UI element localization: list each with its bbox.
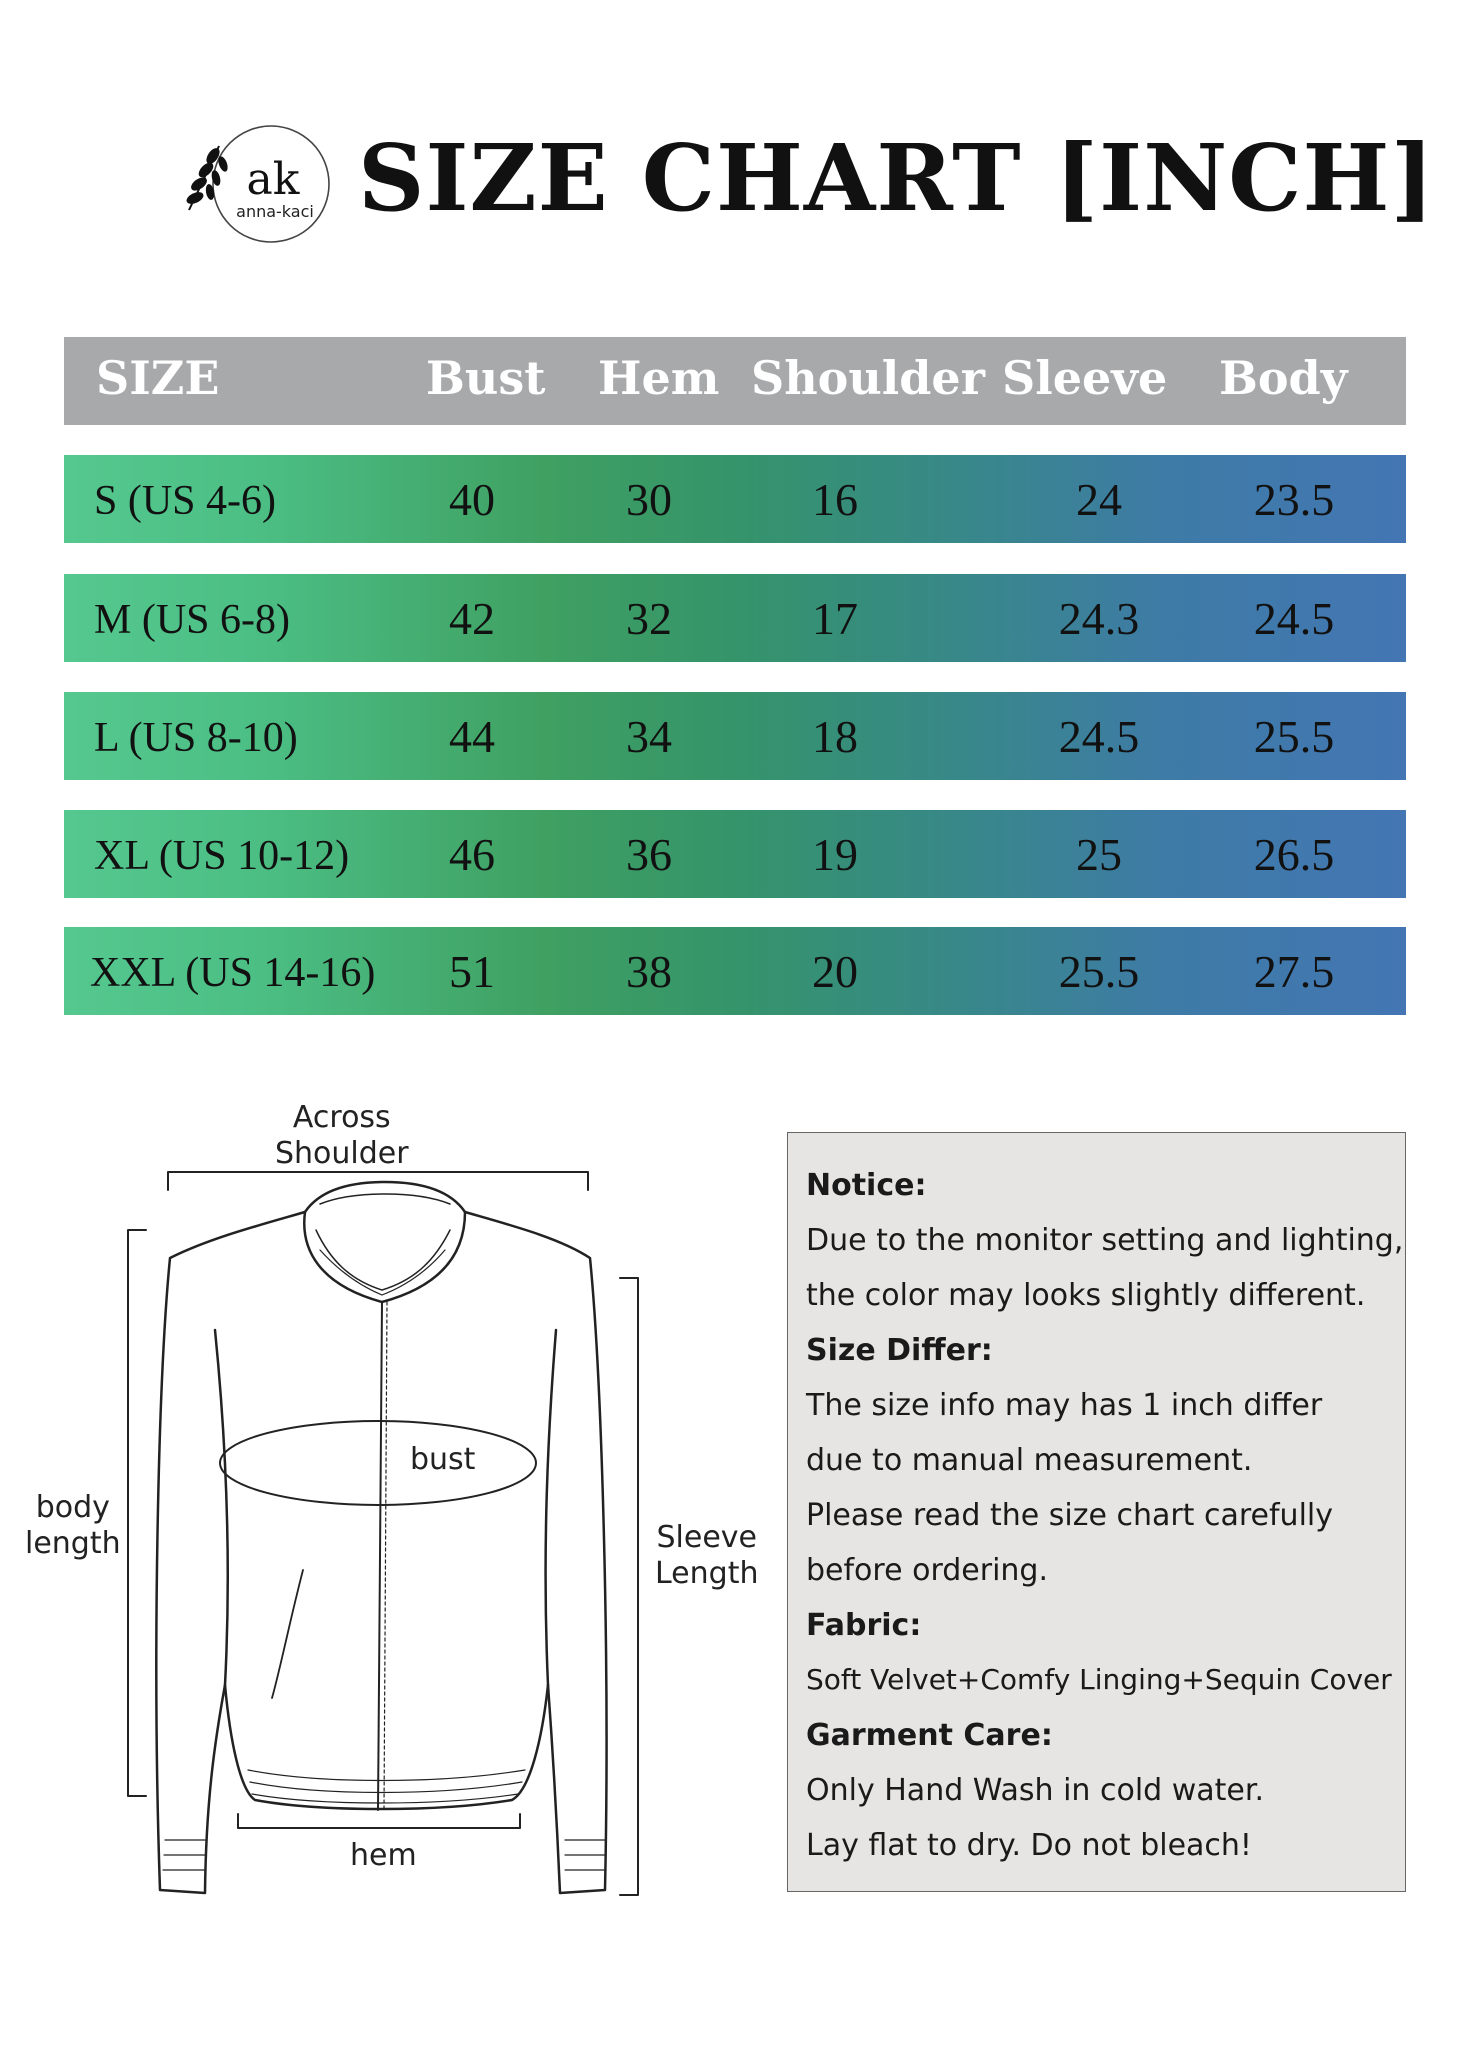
cell-body: 23.5 <box>1253 474 1335 525</box>
cell-body: 26.5 <box>1253 829 1335 880</box>
size-differ-text: before ordering. <box>806 1553 1049 1588</box>
table-row <box>64 574 1406 662</box>
cell-size: XL (US 10-12) <box>94 833 350 879</box>
header-sleeve: Sleeve <box>1002 351 1168 405</box>
label-bust: bust <box>410 1442 476 1477</box>
table-row <box>64 455 1406 543</box>
header-bust: Bust <box>426 351 546 405</box>
brand-name: anna-kaci <box>236 202 314 221</box>
table-row <box>64 692 1406 780</box>
fabric-heading: Fabric: <box>806 1608 922 1643</box>
garment-care-text: Only Hand Wash in cold water. <box>806 1773 1264 1808</box>
cell-hem: 30 <box>626 474 672 525</box>
notice-text: Due to the monitor setting and lighting, <box>806 1223 1404 1258</box>
cell-sleeve: 25.5 <box>1058 946 1140 997</box>
cell-bust: 46 <box>449 829 495 880</box>
cell-sleeve: 24.3 <box>1058 593 1140 644</box>
cell-body: 25.5 <box>1253 711 1335 762</box>
cell-shoulder: 20 <box>812 946 858 997</box>
cell-size: S (US 4-6) <box>94 478 277 524</box>
header-shoulder: Shoulder <box>751 351 985 405</box>
cell-hem: 38 <box>626 946 672 997</box>
header-size: SIZE <box>96 351 220 405</box>
size-differ-text: due to manual measurement. <box>806 1443 1253 1478</box>
laurel-leaves-icon <box>185 146 230 210</box>
cell-body: 24.5 <box>1253 593 1335 644</box>
header-body: Body <box>1219 351 1348 405</box>
size-differ-heading: Size Differ: <box>806 1333 993 1368</box>
jacket-diagram <box>20 1100 780 1930</box>
cell-size: XXL (US 14-16) <box>90 950 376 996</box>
size-differ-text: Please read the size chart carefully <box>806 1498 1333 1533</box>
fabric-text: Soft Velvet+Comfy Linging+Sequin Cover <box>806 1663 1392 1696</box>
page-title: SIZE CHART [INCH] <box>358 124 1435 232</box>
table-row <box>64 810 1406 898</box>
cell-size: L (US 8-10) <box>94 715 298 761</box>
cell-hem: 32 <box>626 593 672 644</box>
cell-hem: 36 <box>626 829 672 880</box>
cell-sleeve: 25 <box>1076 829 1122 880</box>
cell-sleeve: 24 <box>1076 474 1122 525</box>
table-header <box>64 337 1406 425</box>
header-hem: Hem <box>598 351 720 405</box>
cell-bust: 42 <box>449 593 495 644</box>
jacket-sketch-icon <box>20 1100 780 1930</box>
cell-bust: 40 <box>449 474 495 525</box>
label-across-shoulder: Across Shoulder <box>275 1100 409 1171</box>
cell-bust: 44 <box>449 711 495 762</box>
table-row <box>64 927 1406 1015</box>
brand-logo <box>183 122 333 252</box>
size-differ-text: The size info may has 1 inch differ <box>806 1388 1323 1423</box>
cell-shoulder: 16 <box>812 474 858 525</box>
cell-size: M (US 6-8) <box>94 597 290 643</box>
cell-shoulder: 19 <box>812 829 858 880</box>
brand-monogram: ak <box>246 154 300 205</box>
garment-care-heading: Garment Care: <box>806 1718 1053 1753</box>
cell-shoulder: 17 <box>812 593 858 644</box>
notice-text: the color may looks slightly different. <box>806 1278 1366 1313</box>
cell-body: 27.5 <box>1253 946 1335 997</box>
cell-hem: 34 <box>626 711 672 762</box>
label-sleeve-length: Sleeve Length <box>655 1520 759 1591</box>
notice-box <box>787 1132 1406 1892</box>
label-hem: hem <box>350 1838 417 1873</box>
garment-care-text: Lay flat to dry. Do not bleach! <box>806 1828 1252 1863</box>
label-body-length: body length <box>25 1490 121 1561</box>
cell-sleeve: 24.5 <box>1058 711 1140 762</box>
notice-heading: Notice: <box>806 1168 927 1203</box>
cell-shoulder: 18 <box>812 711 858 762</box>
cell-bust: 51 <box>449 946 495 997</box>
